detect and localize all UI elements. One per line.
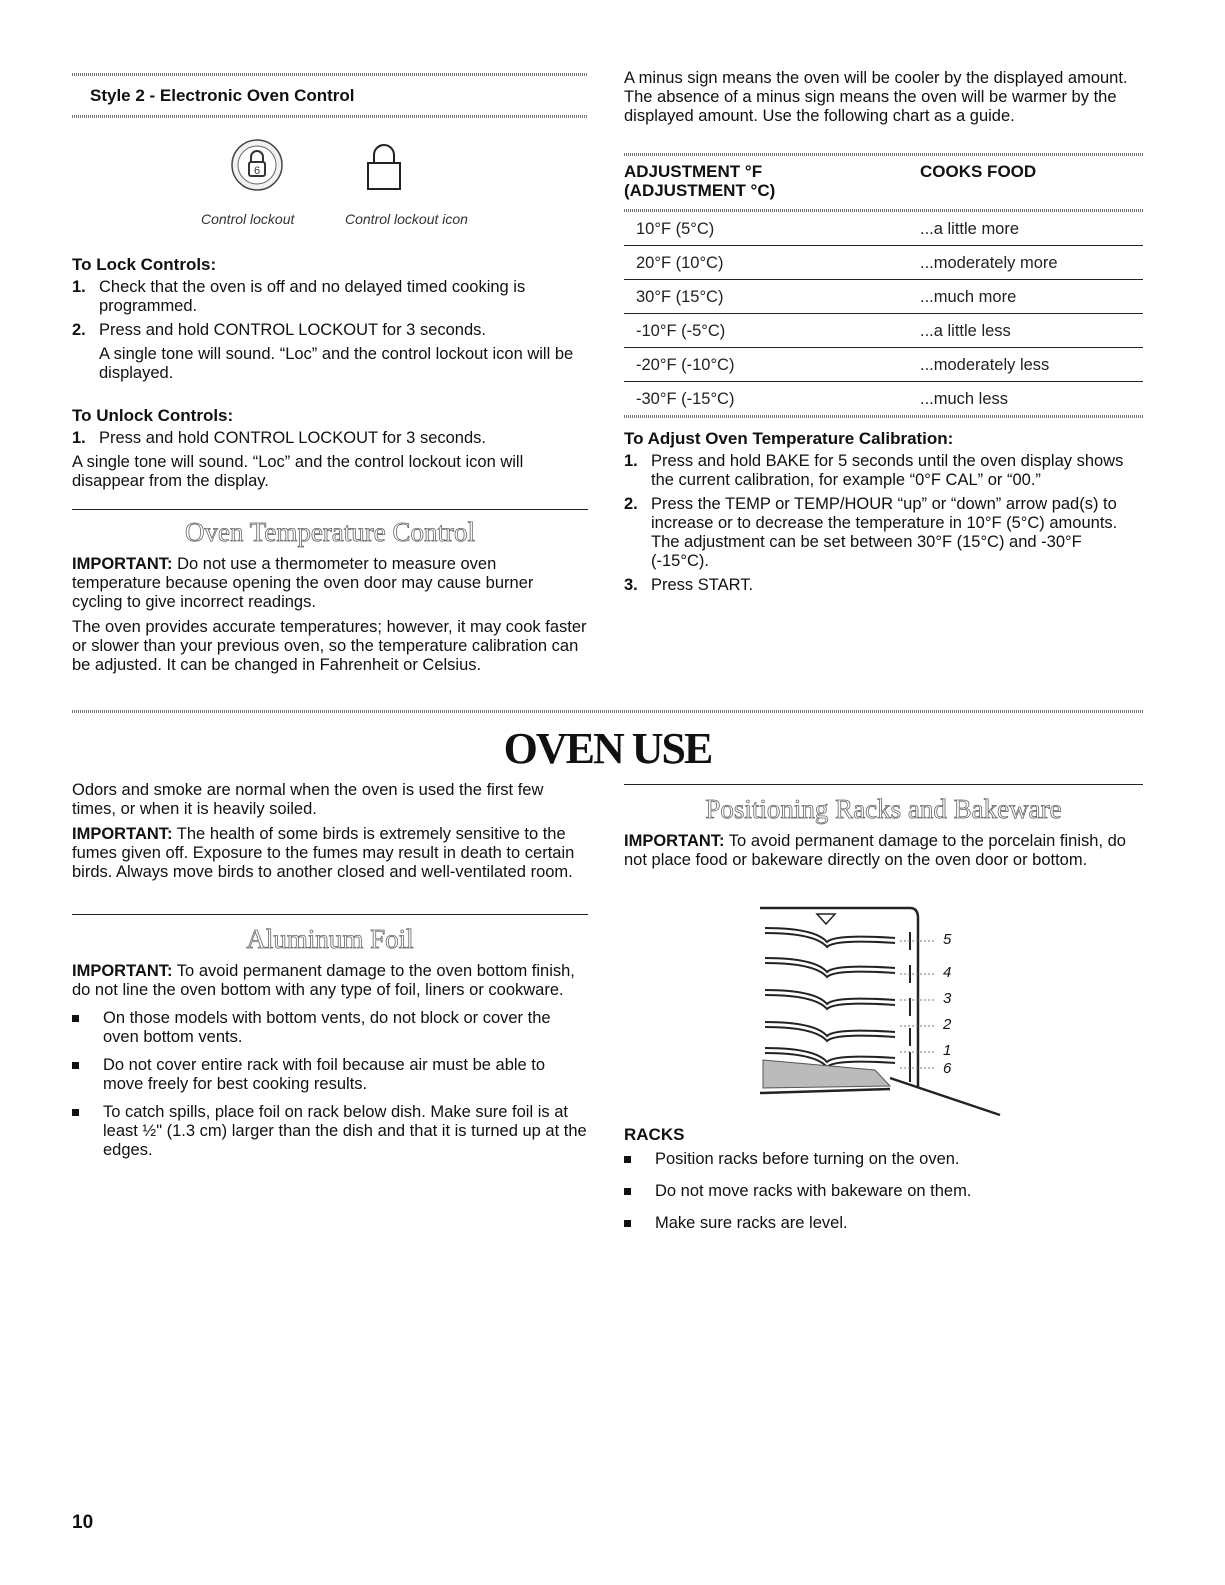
rule-hatch: [72, 710, 1143, 713]
temp-control-body: [72, 555, 588, 675]
step-number: 3.: [624, 576, 638, 594]
rule-hatch: [72, 115, 588, 118]
section-heading-temp-control: Oven Temperature Control: [184, 517, 476, 547]
important-text: The health of some birds is extremely sensitive to the fumes given off. Exposure to the fumes may result in death to certain birds. Always move birds to another closed and well-ventilated room.: [72, 825, 575, 881]
header-adjustment-c: (ADJUSTMENT °C): [624, 181, 776, 200]
important-label: IMPORTANT:: [72, 825, 173, 843]
list-item: On those models with bottom vents, do not block or cover the oven bottom vents.: [72, 1009, 588, 1047]
list-item: [624, 576, 1143, 595]
oven-use-title: OVEN USE: [503, 724, 712, 773]
table-row: [624, 314, 1143, 348]
unlock-heading: To Unlock Controls:: [72, 406, 234, 425]
oven-use-important: [72, 825, 588, 882]
list-item: Make sure racks are level.: [624, 1214, 1143, 1233]
caption-lockout-icon: Control lockout icon: [345, 211, 468, 227]
cell-adjustment: -20°F (-10°C): [624, 348, 920, 382]
table-row: [624, 212, 1143, 246]
oven-racks-diagram: [755, 900, 1005, 1120]
adjust-steps: [624, 452, 1143, 595]
table-row: [624, 382, 1143, 416]
foil-important: [72, 962, 588, 1000]
lock-note: A single tone will sound. “Loc” and the control lockout icon will be displayed.: [99, 345, 574, 382]
unlock-steps: [72, 429, 588, 448]
calibration-intro: A minus sign means the oven will be cooler by the displayed amount. The absence of a minus sign means the oven will be warmer by the displayed amount. Use the following chart as a guide.: [624, 69, 1128, 125]
adjust-heading: To Adjust Oven Temperature Calibration:: [624, 429, 954, 448]
cell-cooks-food: ...moderately more: [920, 246, 1143, 280]
column-header-adjustment: [624, 159, 920, 206]
list-item: To catch spills, place foil on rack below dish. Make sure foil is at least ½" (1.3 cm) larger than the dish and that it is turned up at the edges.: [72, 1103, 588, 1160]
temp-important: [72, 555, 588, 612]
rule-hatch: [624, 415, 1143, 418]
cell-cooks-food: ...moderately less: [920, 348, 1143, 382]
list-item: [624, 452, 1143, 490]
rack-label-2: 2: [943, 1016, 952, 1033]
list-item: [72, 429, 588, 448]
unlock-section: [72, 406, 588, 491]
lock-steps: [72, 278, 588, 340]
cell-adjustment: -10°F (-5°C): [624, 314, 920, 348]
step-text: Press the TEMP or TEMP/HOUR “up” or “down” arrow pad(s) to increase or to decrease the temperature in 10°F (5°C) amounts. The adjustment can be set between 30°F (15°C) and -30°F (-15°C).: [651, 495, 1118, 570]
step-number: 2.: [72, 321, 86, 339]
list-item: Position racks before turning on the oven.: [624, 1150, 1143, 1169]
style2-heading: Style 2 - Electronic Oven Control: [90, 86, 355, 105]
control-lockout-button-icon: [230, 138, 284, 192]
racks-bullets: [624, 1150, 1143, 1233]
list-item: Do not move racks with bakeware on them.: [624, 1182, 1143, 1201]
divider: [72, 509, 588, 510]
divider: [624, 784, 1143, 785]
table-row: [624, 246, 1143, 280]
important-text: To avoid permanent damage to the oven bottom finish, do not line the oven bottom with any type of foil, liners or cookware.: [72, 962, 575, 999]
step-text: Press START.: [651, 576, 754, 594]
oven-use-intro: Odors and smoke are normal when the oven is used the first few times, or when it is heavily soiled.: [72, 781, 544, 818]
important-text: To avoid permanent damage to the porcelain finish, do not place food or bakeware directly on the oven door or bottom.: [624, 832, 1126, 869]
step-number: 1.: [624, 452, 638, 470]
step-number: 1.: [72, 429, 86, 447]
lock-heading: To Lock Controls:: [72, 255, 217, 274]
oven-use-body: [72, 781, 588, 882]
section-heading-positioning-racks: Positioning Racks and Bakeware: [705, 794, 1062, 824]
step-text: Press and hold CONTROL LOCKOUT for 3 seconds.: [99, 429, 486, 447]
list-item: Do not cover entire rack with foil because air must be able to move freely for best cooking results.: [72, 1056, 588, 1094]
cell-cooks-food: ...much less: [920, 390, 1009, 408]
cell-adjustment: -30°F (-15°C): [636, 390, 735, 408]
step-text: Check that the oven is off and no delayed timed cooking is programmed.: [99, 278, 526, 315]
unlock-note: A single tone will sound. “Loc” and the control lockout icon will disappear from the display.: [72, 453, 524, 490]
column-header-cooks-food: COOKS FOOD: [920, 162, 1037, 181]
rule-hatch: [624, 153, 1143, 156]
calibration-table: [624, 159, 1143, 418]
list-item: [624, 495, 1143, 571]
lock-icon: [366, 141, 402, 193]
list-item: [72, 278, 588, 316]
step-number: 1.: [72, 278, 86, 296]
foil-bullets: [72, 1009, 588, 1160]
rack-label-5: 5: [943, 931, 952, 948]
cell-cooks-food: ...much more: [920, 280, 1143, 314]
racks-heading: RACKS: [624, 1125, 685, 1144]
svg-text:6: 6: [253, 165, 261, 177]
caption-control-lockout: Control lockout: [201, 211, 295, 227]
temp-paragraph: The oven provides accurate temperatures; however, it may cook faster or slower than your previous oven, so the temperature calibration can be adjusted. It can be changed in Fahrenheit or Celsius.: [72, 618, 587, 674]
table-row: [624, 280, 1143, 314]
page-number: 10: [72, 1512, 94, 1533]
rack-label-1: 1: [943, 1042, 952, 1059]
list-item: [72, 321, 588, 340]
cell-adjustment: 20°F (10°C): [624, 246, 920, 280]
step-text: Press and hold CONTROL LOCKOUT for 3 seconds.: [99, 321, 486, 339]
cell-cooks-food: ...a little more: [920, 212, 1143, 246]
important-label: IMPORTANT:: [72, 555, 173, 573]
adjust-section: [624, 429, 1143, 600]
step-number: 2.: [624, 495, 638, 513]
table-row: [624, 348, 1143, 382]
cell-adjustment: 30°F (15°C): [624, 280, 920, 314]
racks-important: [624, 832, 1143, 870]
step-text: Press and hold BAKE for 5 seconds until the oven display shows the current calibration, for example “0°F CAL” or “00.”: [651, 452, 1124, 489]
important-label: IMPORTANT:: [72, 962, 173, 980]
rack-label-4: 4: [943, 964, 952, 981]
rack-label-6: 6: [943, 1060, 952, 1077]
header-adjustment-f: ADJUSTMENT °F: [624, 162, 763, 181]
cell-cooks-food: ...a little less: [920, 314, 1143, 348]
cell-adjustment: 10°F (5°C): [624, 212, 920, 246]
rule-hatch: [72, 73, 588, 76]
lock-section: [72, 255, 588, 383]
important-label: IMPORTANT:: [624, 832, 725, 850]
important-text: Do not use a thermometer to measure oven temperature because opening the oven door may cause burner cycling to give incorrect readings.: [72, 555, 534, 611]
section-heading-aluminum-foil: Aluminum Foil: [246, 924, 414, 954]
racks-section: [624, 1125, 1143, 1242]
divider: [72, 914, 588, 915]
rack-label-3: 3: [943, 990, 952, 1007]
foil-body: [72, 962, 588, 1169]
